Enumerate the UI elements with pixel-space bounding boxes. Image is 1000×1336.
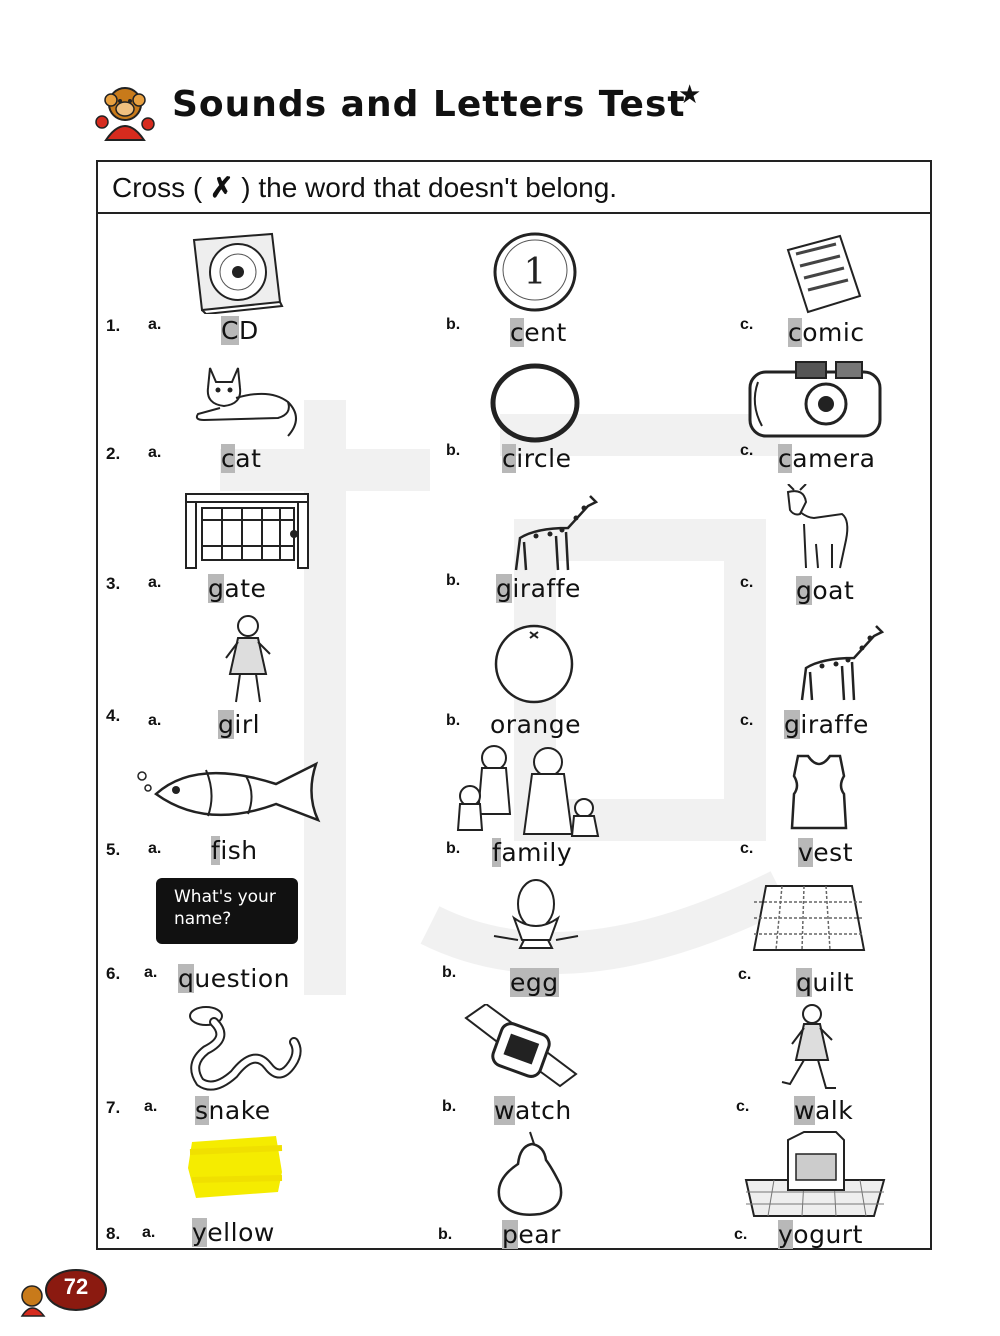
card-line-2: name? [174, 909, 232, 929]
first-letter: w [794, 1096, 815, 1125]
option-letter: b. [446, 572, 461, 589]
question-row-3 [98, 484, 930, 614]
option-word[interactable] [221, 316, 259, 345]
girl-icon [220, 614, 276, 706]
first-letter: c [221, 444, 236, 473]
coin-icon [490, 228, 580, 312]
card-line-1: What's your [174, 887, 276, 907]
first-letter: c [510, 318, 525, 347]
option-word[interactable] [211, 836, 258, 865]
option-letter: b. [442, 1098, 457, 1115]
first-letter: y [778, 1220, 794, 1249]
option-word[interactable] [778, 1220, 863, 1249]
option-word[interactable] [221, 444, 261, 473]
first-letter: g [784, 710, 801, 739]
word-rest: ish [220, 836, 258, 865]
pear-icon [490, 1130, 570, 1218]
option-letter: a. [148, 574, 162, 591]
word-rest: omic [802, 318, 865, 347]
first-letter: g [218, 710, 235, 739]
first-letter: g [796, 576, 813, 605]
option-word[interactable] [502, 1220, 561, 1249]
word-rest: irl [234, 710, 261, 739]
gate-icon [182, 490, 312, 572]
word-rest: ate [224, 574, 267, 603]
option-letter: b. [438, 1226, 453, 1243]
option-letter: c. [740, 840, 754, 857]
word-rest: ogurt [793, 1220, 863, 1249]
option-letter: c. [738, 966, 752, 983]
word-rest: at [235, 444, 262, 473]
camera-icon [744, 356, 890, 442]
question-number: 3. [106, 574, 121, 593]
word-rest: iraffe [800, 710, 869, 739]
snake-icon [184, 1004, 302, 1092]
word-rest: atch [514, 1096, 572, 1125]
egg-cup-icon [490, 878, 582, 958]
first-letter: egg [510, 968, 559, 997]
question-number: 7. [106, 1098, 121, 1117]
question-row-1 [98, 224, 930, 354]
word-rest: amera [792, 444, 876, 473]
first-letter: c [788, 318, 803, 347]
question-row-6 [98, 874, 930, 1004]
orange-icon [492, 622, 576, 704]
option-letter: a. [148, 444, 162, 461]
option-word[interactable] [502, 444, 572, 473]
first-letter: p [502, 1220, 519, 1249]
svg-text:1: 1 [523, 252, 547, 293]
option-word[interactable] [492, 838, 572, 867]
word-rest: D [238, 316, 259, 345]
question-number: 1. [106, 316, 121, 335]
word-rest: est [813, 838, 854, 867]
question-row-4 [98, 614, 930, 744]
option-word[interactable] [778, 444, 875, 473]
option-word[interactable] [510, 968, 559, 997]
word-rest: oat [812, 576, 855, 605]
first-letter: f [492, 838, 502, 867]
giraffe-icon [782, 620, 888, 702]
option-word[interactable] [510, 318, 567, 347]
page-number: 72 [63, 1274, 89, 1299]
page-title: Sounds and Letters Test [172, 84, 686, 125]
instruction [98, 162, 930, 214]
cross-mark-icon: ✗ [210, 172, 234, 203]
first-letter: g [496, 574, 513, 603]
first-letter: c [778, 444, 793, 473]
question-row-7 [98, 1004, 930, 1134]
test-box [96, 160, 932, 1250]
vest-icon [784, 752, 854, 832]
word-rest: ent [524, 318, 567, 347]
option-word[interactable] [494, 1096, 572, 1125]
walking-girl-icon [778, 1004, 842, 1092]
option-word[interactable] [794, 1096, 853, 1125]
option-letter: a. [142, 1224, 156, 1241]
option-word[interactable] [195, 1096, 271, 1125]
circle-icon [488, 362, 582, 444]
word-rest: alk [814, 1096, 854, 1125]
option-word[interactable] [784, 710, 869, 739]
yellow-swatch-icon [186, 1132, 286, 1202]
first-letter: c [502, 444, 517, 473]
quilt-icon [752, 880, 866, 954]
option-letter: a. [148, 316, 162, 333]
first-letter: v [798, 838, 814, 867]
option-letter: a. [144, 1098, 158, 1115]
option-word[interactable] [218, 710, 260, 739]
word-rest: ear [518, 1220, 561, 1249]
goat-icon [774, 484, 854, 574]
question-row-8 [98, 1128, 930, 1258]
yogurt-icon [744, 1130, 886, 1220]
giraffe-icon [496, 488, 602, 574]
option-letter: c. [740, 712, 754, 729]
option-letter: b. [446, 442, 461, 459]
option-letter: c. [740, 316, 754, 333]
word-rest: ellow [207, 1218, 275, 1247]
option-letter: a. [144, 964, 158, 981]
option-letter: a. [148, 840, 162, 857]
option-word[interactable] [788, 318, 865, 347]
word-rest: uestion [194, 964, 291, 993]
option-word[interactable] [796, 576, 854, 605]
instruction-text-start: Cross ( [112, 172, 210, 203]
comic-book-icon [782, 232, 866, 316]
first-letter: f [211, 836, 221, 865]
question-number: 4. [106, 706, 121, 725]
question-row-5 [98, 744, 930, 874]
option-letter: b. [446, 840, 461, 857]
bear-family-icon [450, 744, 612, 838]
option-letter: c. [736, 1098, 750, 1115]
option-word[interactable] [798, 838, 853, 867]
first-letter: g [208, 574, 225, 603]
question-number: 2. [106, 444, 121, 463]
option-letter: c. [734, 1226, 748, 1243]
question-row-2 [98, 354, 930, 484]
first-letter: q [796, 968, 813, 997]
word-rest: amily [501, 838, 573, 867]
option-letter: c. [740, 442, 754, 459]
option-word[interactable] [796, 968, 854, 997]
difficulty-star-icon: ★ [678, 80, 702, 110]
first-letter: w [494, 1096, 515, 1125]
option-letter: c. [740, 574, 754, 591]
cd-icon [186, 230, 286, 314]
word-rest: ircle [516, 444, 572, 473]
speech-card-icon [156, 878, 298, 944]
option-word[interactable] [490, 710, 581, 739]
option-letter: a. [148, 712, 162, 729]
cat-icon [180, 358, 304, 440]
first-letter: q [178, 964, 195, 993]
option-word[interactable] [178, 964, 290, 993]
option-word[interactable] [496, 574, 581, 603]
fish-icon [136, 754, 332, 830]
monkey-mascot-icon [92, 82, 158, 142]
option-word[interactable] [192, 1218, 275, 1247]
watch-icon [460, 1004, 586, 1098]
question-number: 5. [106, 840, 121, 859]
word-rest: uilt [812, 968, 854, 997]
word-rest: nake [208, 1096, 271, 1125]
first-letter: s [195, 1096, 209, 1125]
option-letter: b. [442, 964, 457, 981]
option-letter: b. [446, 712, 461, 729]
first-letter: y [192, 1218, 208, 1247]
instruction-text-end: ) the word that doesn't belong. [233, 172, 618, 203]
question-number: 8. [106, 1224, 121, 1243]
question-number: 6. [106, 964, 121, 983]
option-letter: b. [446, 316, 461, 333]
word-full: orange [490, 710, 581, 739]
option-word[interactable] [208, 574, 266, 603]
word-rest: iraffe [512, 574, 581, 603]
first-letter: C [221, 316, 239, 345]
